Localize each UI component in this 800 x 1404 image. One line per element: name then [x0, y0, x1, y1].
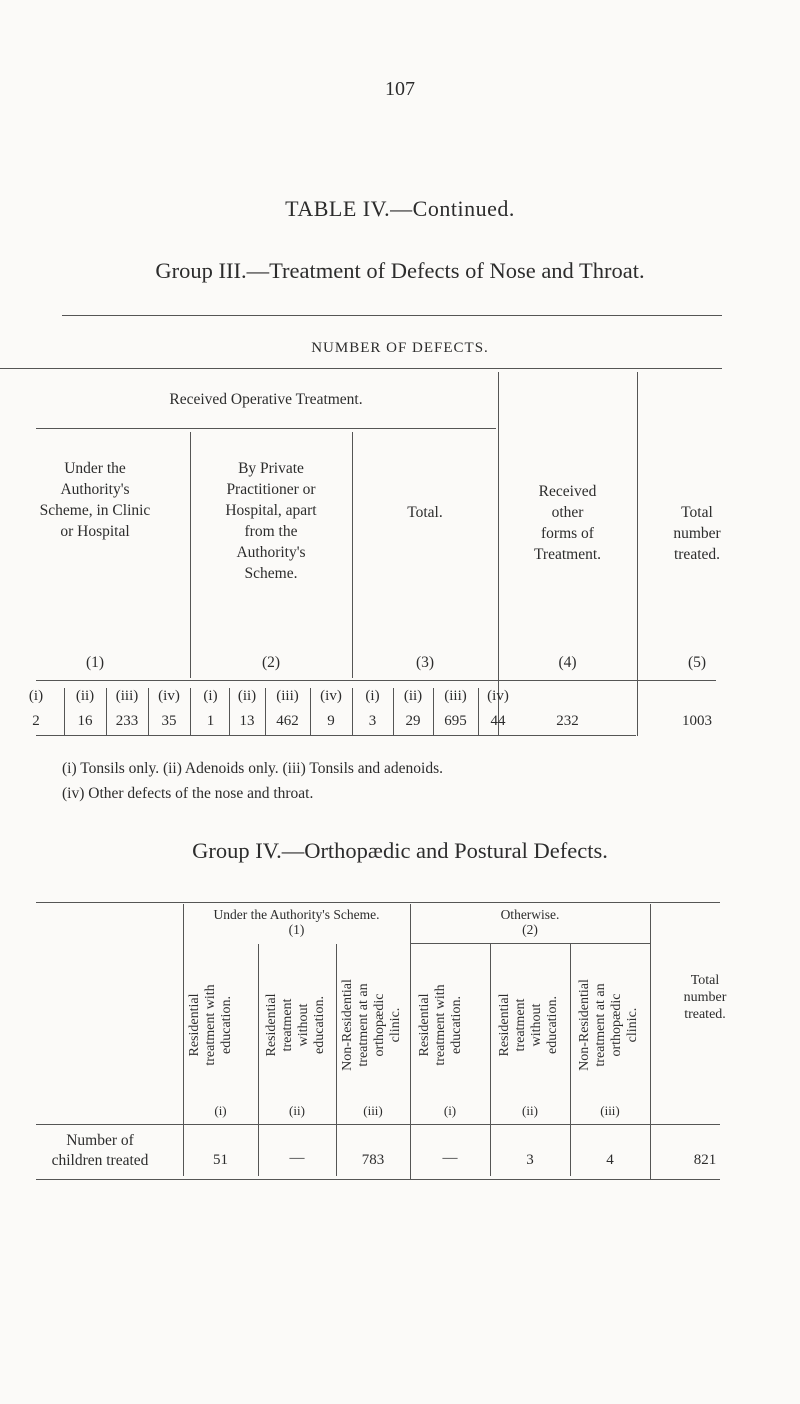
g4-col-number: (iii): [363, 1103, 383, 1118]
col3-header: Total.: [407, 504, 443, 521]
col5-number: (5): [687, 654, 707, 671]
sub-label: (iv): [158, 688, 180, 704]
g4-col-number: (ii): [289, 1103, 305, 1118]
table-cell: 44: [490, 713, 506, 729]
col5-header: Total number treated.: [673, 504, 721, 563]
page-number: 107: [385, 78, 415, 100]
g4-col-header: Non-Residential treatment at an orthopædic clinic.: [577, 979, 640, 1071]
total-header: Total number treated.: [683, 973, 727, 1022]
table-cell: 783: [361, 1152, 385, 1168]
group3-title: Group III.—Treatment of Defects of Nose and Throat.: [155, 258, 645, 283]
table-cell: 3: [368, 713, 377, 729]
table-cell: —: [289, 1150, 305, 1166]
col1-header: Under the Authority's Scheme, in Clinic or Hospital: [39, 460, 151, 540]
sub-label: (iv): [487, 688, 509, 704]
sub-label: (iv): [320, 688, 342, 704]
otherwise-header: Otherwise. (2): [500, 907, 560, 937]
footnote-1: (i) Tonsils only. (ii) Adenoids only. (iii) Tonsils and adenoids.: [62, 760, 444, 777]
scheme-header: Under the Authority's Scheme. (1): [213, 907, 380, 937]
col2-header: By Private Practitioner or Hospital, apart from the Authority's Scheme.: [225, 460, 317, 582]
table-cell: —: [442, 1150, 458, 1166]
g4-col-number: (i): [443, 1103, 457, 1118]
table-cell: 9: [327, 713, 335, 729]
table-cell: 13: [239, 713, 255, 729]
sub-label: (ii): [75, 688, 95, 704]
table-title: TABLE IV.—Continued.: [285, 196, 515, 221]
g4-col-header: Residential treatment without education.: [497, 993, 560, 1057]
col2-number: (2): [261, 654, 281, 671]
col4-header: Received other forms of Treatment.: [533, 483, 602, 563]
table-cell: 1: [206, 713, 215, 729]
received-other-value: 232: [556, 713, 579, 729]
sub-label: (i): [203, 688, 218, 704]
row-label: Number of children treated: [51, 1132, 149, 1169]
total-value: 821: [693, 1152, 717, 1168]
sub-label: (iii): [444, 688, 467, 704]
operative-treatment-header: Received Operative Treatment.: [169, 391, 363, 408]
g4-col-number: (ii): [522, 1103, 538, 1118]
sub-label: (ii): [403, 688, 423, 704]
table-cell: 3: [526, 1152, 534, 1168]
g4-col-header: Residential treatment without education.: [264, 993, 327, 1057]
table-cell: 462: [276, 713, 299, 729]
sub-label: (i): [365, 688, 380, 704]
table-cell: 51: [213, 1152, 228, 1168]
col3-number: (3): [415, 654, 435, 671]
sub-label: (ii): [237, 688, 257, 704]
g4-col-header: Residential treatment with education.: [417, 984, 464, 1066]
g4-col-number: (i): [214, 1103, 227, 1118]
sub-label: (iii): [115, 688, 139, 704]
sub-label: (i): [28, 688, 44, 704]
table-cell: 2: [32, 713, 40, 729]
table-cell: 29: [405, 713, 421, 729]
group4-title: Group IV.—Orthopædic and Postural Defects.: [192, 838, 608, 863]
table-cell: 35: [161, 713, 177, 729]
divider: [62, 315, 722, 316]
number-of-defects-heading: NUMBER OF DEFECTS.: [311, 340, 489, 356]
col1-number: (1): [85, 654, 105, 671]
table-cell: 695: [444, 713, 467, 729]
total-treated-value: 1003: [682, 713, 712, 729]
g4-col-header: Residential treatment with education.: [187, 984, 234, 1066]
g4-col-number: (iii): [600, 1103, 620, 1118]
g4-col-header: Non-Residential treatment at an orthopædic clinic.: [340, 979, 403, 1071]
table-cell: 233: [115, 713, 139, 729]
sub-label: (iii): [276, 688, 299, 704]
table-cell: 4: [606, 1152, 614, 1168]
table-cell: 16: [77, 713, 93, 729]
col4-number: (4): [558, 654, 577, 671]
footnote-2: (iv) Other defects of the nose and throat.: [62, 785, 314, 802]
